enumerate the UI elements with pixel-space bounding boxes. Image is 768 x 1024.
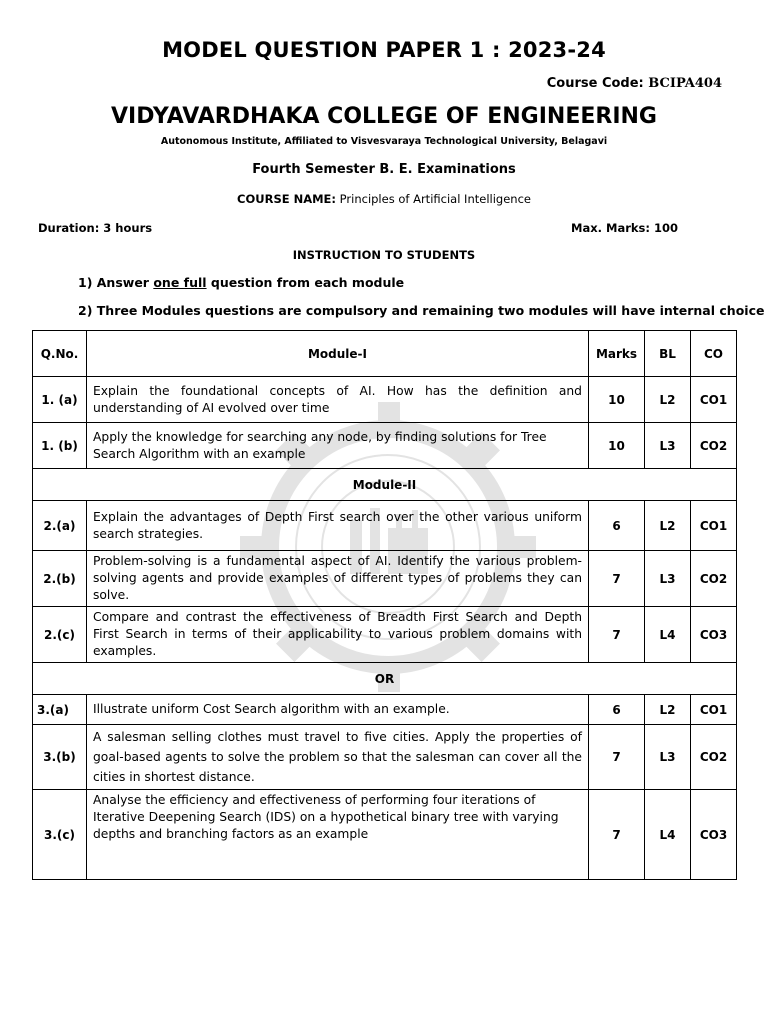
marks: 7 — [589, 790, 645, 880]
marks: 7 — [589, 725, 645, 790]
instruction-1 — [78, 275, 404, 290]
table-row — [33, 551, 737, 607]
or-row — [33, 663, 737, 695]
duration: Duration: 3 hours — [38, 221, 153, 235]
course-name — [0, 192, 768, 206]
question-text: Explain the advantages of Depth First search over the other various uniform search strategies. — [87, 501, 589, 551]
bloom-level: L3 — [645, 551, 691, 607]
table-row — [33, 695, 737, 725]
bloom-level: L3 — [645, 423, 691, 469]
college-name: VIDYAVARDHAKA COLLEGE OF ENGINEERING — [111, 104, 657, 129]
qno: 3.(c) — [33, 790, 87, 880]
header-module-1: Module-I — [87, 331, 589, 377]
questions-table — [32, 330, 737, 880]
table-row — [33, 607, 737, 663]
qno: 1. (a) — [33, 377, 87, 423]
instruction-1-underline: one full — [153, 275, 207, 290]
course-outcome: CO3 — [691, 607, 737, 663]
marks: 10 — [589, 377, 645, 423]
marks: 6 — [589, 501, 645, 551]
question-text: Explain the foundational concepts of AI. How has the definition and understanding of AI evolved over time — [87, 377, 589, 423]
course-outcome: CO3 — [691, 790, 737, 880]
marks: 7 — [589, 607, 645, 663]
instructions-heading: INSTRUCTION TO STUDENTS — [292, 248, 476, 262]
qno: 2.(b) — [33, 551, 87, 607]
instruction-1-pre: 1) Answer — [78, 275, 154, 290]
module-2-label: Module-II — [33, 469, 737, 501]
header-marks: Marks — [589, 331, 645, 377]
header-qno: Q.No. — [33, 331, 87, 377]
instruction-1-post: question from each module — [206, 275, 405, 290]
instruction-2: 2) Three Modules questions are compulsory and remaining two modules will have internal choice — [78, 303, 765, 318]
qno: 3.(b) — [33, 725, 87, 790]
course-outcome: CO1 — [691, 501, 737, 551]
or-label: OR — [33, 663, 737, 695]
course-outcome: CO2 — [691, 725, 737, 790]
question-text: Apply the knowledge for searching any node, by finding solutions for Tree Search Algorithm with an example — [87, 423, 589, 469]
table-row — [33, 725, 737, 790]
table-row — [33, 423, 737, 469]
course-outcome: CO1 — [691, 695, 737, 725]
paper-title: MODEL QUESTION PAPER 1 : 2023-24 — [162, 38, 606, 62]
course-outcome: CO2 — [691, 423, 737, 469]
course-outcome: CO2 — [691, 551, 737, 607]
qno: 2.(a) — [33, 501, 87, 551]
course-name-label: COURSE NAME: — [237, 192, 337, 206]
table-row — [33, 501, 737, 551]
question-text: A salesman selling clothes must travel to five cities. Apply the properties of goal-based agents to solve the problem so that the salesman can cover all the cities in shortest distance. — [87, 725, 589, 790]
course-name-value: Principles of Artificial Intelligence — [339, 192, 531, 206]
qno: 1. (b) — [33, 423, 87, 469]
table-row — [33, 377, 737, 423]
module-row — [33, 469, 737, 501]
marks: 6 — [589, 695, 645, 725]
question-text: Analyse the efficiency and effectiveness of performing four iterations of Iterative Deepening Search (IDS) on a hypothetical binary tree with varying depths and branching factors as an example — [87, 790, 589, 880]
header-bl: BL — [645, 331, 691, 377]
qno: 2.(c) — [33, 607, 87, 663]
bloom-level: L2 — [645, 377, 691, 423]
bloom-level: L4 — [645, 790, 691, 880]
affiliation: Autonomous Institute, Affiliated to Visvesvaraya Technological University, Belagavi — [160, 136, 608, 147]
course-code-value: BCIPA404 — [648, 76, 722, 91]
bloom-level: L2 — [645, 695, 691, 725]
bloom-level: L3 — [645, 725, 691, 790]
table-row — [33, 790, 737, 880]
semester: Fourth Semester B. E. Examinations — [252, 162, 516, 177]
question-text: Illustrate uniform Cost Search algorithm with an example. — [87, 695, 589, 725]
course-code — [547, 76, 722, 91]
bloom-level: L2 — [645, 501, 691, 551]
bloom-level: L4 — [645, 607, 691, 663]
marks: 7 — [589, 551, 645, 607]
qno: 3.(a) — [33, 695, 87, 725]
header-co: CO — [691, 331, 737, 377]
max-marks: Max. Marks: 100 — [571, 221, 678, 235]
course-outcome: CO1 — [691, 377, 737, 423]
question-text: Compare and contrast the effectiveness of Breadth First Search and Depth First Search in terms of their applicability to various problem domains with examples. — [87, 607, 589, 663]
marks: 10 — [589, 423, 645, 469]
course-code-label: Course Code: — [546, 76, 644, 91]
table-header-row — [33, 331, 737, 377]
question-text: Problem-solving is a fundamental aspect of AI. Identify the various problem-solving agents and provide examples of different types of problems they can solve. — [87, 551, 589, 607]
